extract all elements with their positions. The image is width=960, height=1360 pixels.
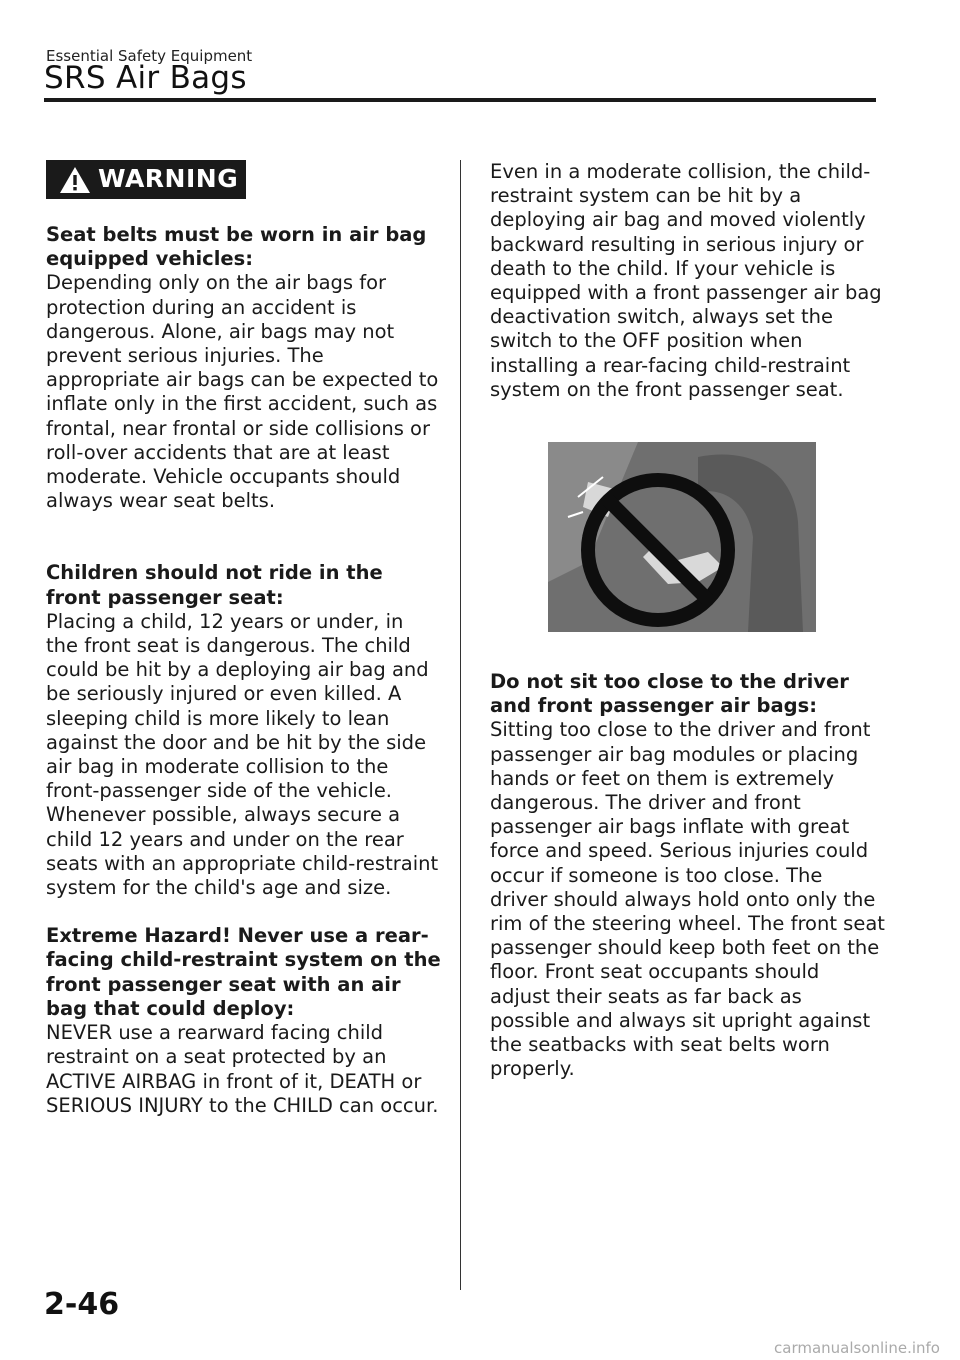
seatbelt-body: Depending only on the air bags for protection during an accident is dangerous. Alone, air bags may not prevent serious injuries. The appropriate air bags can be expected to inflate only in the first accident, such as frontal, near frontal or side collisions or roll-over accidents that are at least moderate. Vehicle occupants should always wear seat belts. bbox=[46, 271, 439, 513]
children-heading: Children should not ride in the front passenger seat: bbox=[46, 561, 383, 609]
children-body: Placing a child, 12 years or under, in the front seat is dangerous. The child could be hit by a deploying air bag and be seriously injured or even killed. A sleeping child is more likely to lean against the door and be hit by the side air bag in moderate collision to the front-passenger side of the vehicle. bbox=[46, 609, 429, 803]
warning-text: WARNING bbox=[98, 164, 239, 194]
hazard-heading: Extreme Hazard! Never use a rear-facing child-restraint system on the front passenger seat with an air bag that could deploy: bbox=[46, 924, 441, 1020]
warning-triangle-icon bbox=[58, 165, 92, 195]
hazard-body: NEVER use a rearward facing child restraint on a seat protected by an ACTIVE AIRBAG in front of it, DEATH or SERIOUS INJURY to the CHILD can occur. bbox=[46, 1021, 439, 1117]
page-number: 2-46 bbox=[44, 1287, 120, 1322]
rear-facing-child-seat-prohibited-illustration bbox=[548, 442, 816, 632]
collision-body: Even in a moderate collision, the child-restraint system can be hit by a deploying air bag and moved violently backward resulting in serious injury or death to the child. If your vehicle is equipped with a front passenger air bag deactivation switch, always set the switch to the OFF position when installing a rear-facing child-restraint system on the front passenger seat. bbox=[490, 160, 882, 401]
left-column bbox=[46, 160, 441, 1118]
warning-label bbox=[46, 160, 246, 199]
column-divider bbox=[460, 160, 461, 1290]
section-label: Essential Safety Equipment bbox=[46, 47, 253, 65]
too-close-body: Sitting too close to the driver and front passenger air bag modules or placing hands or feet on them is extremely dangerous. The driver and front passenger air bags inflate with great force and speed. Serious injuries could occur if someone is too close. The driver should always hold onto only the rim of the steering wheel. The front seat passenger should keep both feet on the floor. Front seat occupants should adjust their seats as far back as possible and always sit upright against the seatbacks with seat belts worn properly. bbox=[490, 718, 885, 1081]
page-title: SRS Air Bags bbox=[44, 60, 247, 96]
seatbelt-heading: Seat belts must be worn in air bag equipped vehicles: bbox=[46, 223, 427, 271]
children-body-2: Whenever possible, always secure a child 12 years and under on the rear seats with an appropriate child-restraint system for the child's age and size. bbox=[46, 803, 439, 900]
header-rule bbox=[44, 98, 876, 102]
right-column bbox=[490, 160, 885, 1081]
source-watermark: carmanualsonline.info bbox=[774, 1339, 940, 1357]
too-close-heading: Do not sit too close to the driver and front passenger air bags: bbox=[490, 670, 849, 718]
